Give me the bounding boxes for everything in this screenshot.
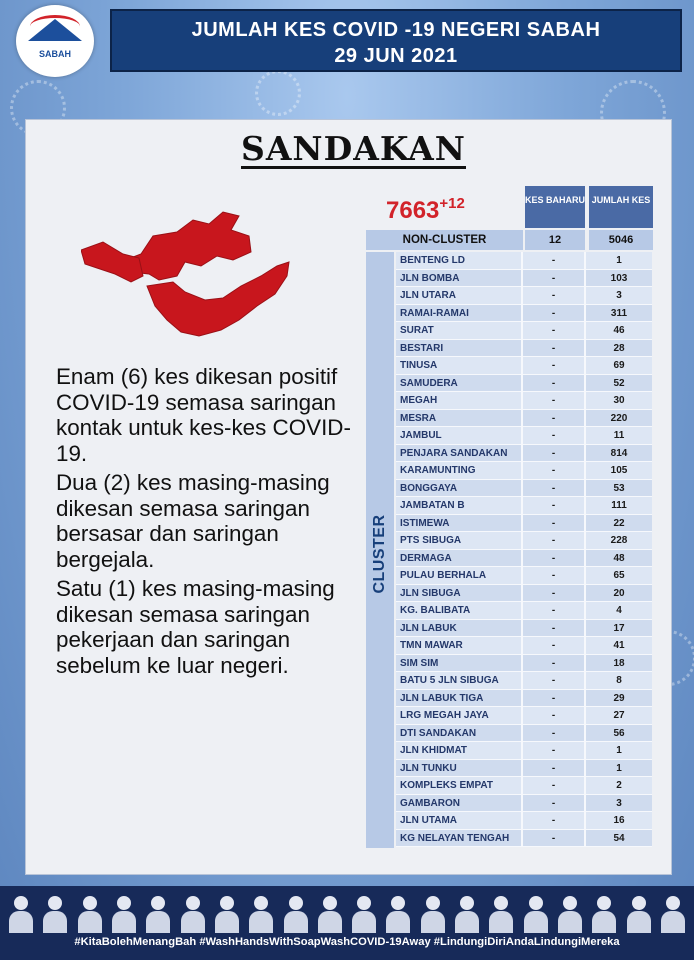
cluster-name: BENTENG LD: [396, 252, 523, 270]
table-row: [396, 252, 654, 270]
frontliner-icon: [248, 894, 274, 934]
cluster-total-cases: 18: [586, 655, 652, 673]
table-row: [396, 585, 654, 603]
cluster-total-cases: 220: [586, 410, 652, 428]
cluster-name: KARAMUNTING: [396, 462, 523, 480]
map-region-west: [81, 242, 143, 282]
frontliner-icon: [214, 894, 240, 934]
table-row: [396, 725, 654, 743]
frontliner-icon: [557, 894, 583, 934]
table-row: [396, 532, 654, 550]
table-row: [396, 392, 654, 410]
frontliner-icon: [385, 894, 411, 934]
cluster-total-cases: 103: [586, 270, 652, 288]
cluster-name: JLN LABUK: [396, 620, 523, 638]
cluster-new-cases: -: [523, 462, 586, 480]
frontliner-icon: [283, 894, 309, 934]
cluster-name: JLN BOMBA: [396, 270, 523, 288]
cluster-new-cases: -: [523, 742, 586, 760]
sandakan-map: [81, 202, 291, 352]
cluster-total-cases: 4: [586, 602, 652, 620]
cluster-name: DTI SANDAKAN: [396, 725, 523, 743]
total-count: 7663: [386, 197, 440, 224]
table-row: [396, 322, 654, 340]
table-row: [396, 305, 654, 323]
table-row: [396, 637, 654, 655]
frontliner-icon: [454, 894, 480, 934]
cluster-total-cases: 1: [586, 742, 652, 760]
cluster-total-cases: 65: [586, 567, 652, 585]
non-cluster-new: 12: [525, 230, 585, 250]
frontliner-icon: [523, 894, 549, 934]
cluster-new-cases: -: [523, 515, 586, 533]
content-panel: [25, 119, 672, 875]
frontliner-icon: [180, 894, 206, 934]
cluster-name: LRG MEGAH JAYA: [396, 707, 523, 725]
frontliner-icon: [591, 894, 617, 934]
cluster-total-cases: 41: [586, 637, 652, 655]
cluster-total-cases: 69: [586, 357, 652, 375]
table-row: [396, 287, 654, 305]
header-new-cases: KES BAHARU: [525, 186, 585, 228]
cluster-total-cases: 17: [586, 620, 652, 638]
cluster-new-cases: -: [523, 392, 586, 410]
frontliner-icon: [145, 894, 171, 934]
cluster-name: BONGGAYA: [396, 480, 523, 498]
cluster-new-cases: -: [523, 795, 586, 813]
cluster-name: JAMBATAN B: [396, 497, 523, 515]
cluster-new-cases: -: [523, 585, 586, 603]
cluster-total-cases: 30: [586, 392, 652, 410]
table-row: [396, 445, 654, 463]
title-banner: [110, 9, 682, 72]
total-cases: [386, 195, 465, 225]
table-row: [396, 742, 654, 760]
cluster-name: JLN UTAMA: [396, 812, 523, 830]
cluster-name: PENJARA SANDAKAN: [396, 445, 523, 463]
table-row: [396, 655, 654, 673]
table-row: [396, 567, 654, 585]
title-date: 29 JUN 2021: [334, 45, 458, 67]
cluster-new-cases: -: [523, 445, 586, 463]
cluster-name: PULAU BERHALA: [396, 567, 523, 585]
cluster-total-cases: 29: [586, 690, 652, 708]
table-row: [396, 690, 654, 708]
cluster-new-cases: -: [523, 305, 586, 323]
cluster-new-cases: -: [523, 725, 586, 743]
cluster-name: BATU 5 JLN SIBUGA: [396, 672, 523, 690]
virus-decoration: [255, 70, 301, 116]
frontliner-icon: [317, 894, 343, 934]
cluster-total-cases: 27: [586, 707, 652, 725]
table-row: [396, 357, 654, 375]
cluster-name: JAMBUL: [396, 427, 523, 445]
cluster-total-cases: 8: [586, 672, 652, 690]
narrative-paragraph: Enam (6) kes dikesan positif COVID-19 semasa saringan kontak untuk kes-kes COVID-19.: [56, 364, 351, 466]
narrative-paragraph: Dua (2) kes masing-masing dikesan semasa saringan bersasar dan saringan bergejala.: [56, 470, 330, 572]
cluster-name: SURAT: [396, 322, 523, 340]
cluster-total-cases: 2: [586, 777, 652, 795]
table-row: [396, 410, 654, 428]
cluster-new-cases: -: [523, 760, 586, 778]
cluster-new-cases: -: [523, 672, 586, 690]
cluster-total-cases: 54: [586, 830, 652, 848]
case-narrative: [56, 364, 356, 682]
cluster-new-cases: -: [523, 270, 586, 288]
cluster-total-cases: 3: [586, 795, 652, 813]
cluster-name: JLN LABUK TIGA: [396, 690, 523, 708]
cluster-label: CLUSTER: [371, 514, 388, 594]
cluster-new-cases: -: [523, 777, 586, 795]
cluster-name: TMN MAWAR: [396, 637, 523, 655]
table-row: [396, 427, 654, 445]
cluster-new-cases: -: [523, 322, 586, 340]
frontliner-icon: [660, 894, 686, 934]
cluster-new-cases: -: [523, 410, 586, 428]
cluster-name: GAMBARON: [396, 795, 523, 813]
cluster-new-cases: -: [523, 655, 586, 673]
footer-banner: [0, 886, 694, 960]
cluster-name: KG NELAYAN TENGAH: [396, 830, 523, 848]
cluster-total-cases: 3: [586, 287, 652, 305]
table-row: [396, 602, 654, 620]
cluster-total-cases: 111: [586, 497, 652, 515]
frontliner-icon: [626, 894, 652, 934]
cluster-new-cases: -: [523, 602, 586, 620]
frontliner-icon: [351, 894, 377, 934]
cluster-total-cases: 22: [586, 515, 652, 533]
cluster-name: MESRA: [396, 410, 523, 428]
table-row: [396, 795, 654, 813]
frontliner-icon: [42, 894, 68, 934]
cluster-total-cases: 228: [586, 532, 652, 550]
cluster-total-cases: 11: [586, 427, 652, 445]
table-row: [396, 777, 654, 795]
table-row: [396, 812, 654, 830]
table-row: [396, 497, 654, 515]
logo-text: SABAH: [38, 49, 71, 59]
cluster-total-cases: 105: [586, 462, 652, 480]
title-line-1: JUMLAH KES COVID -19 NEGERI SABAH: [191, 19, 601, 41]
cluster-total-cases: 53: [586, 480, 652, 498]
cluster-name: BESTARI: [396, 340, 523, 358]
cluster-new-cases: -: [523, 357, 586, 375]
table-row: [396, 515, 654, 533]
frontliner-icon: [488, 894, 514, 934]
narrative-paragraph: Satu (1) kes masing-masing dikesan semasa saringan pekerjaan dan saringan sebelum ke luar negeri.: [56, 576, 335, 678]
cluster-total-cases: 311: [586, 305, 652, 323]
non-cluster-total: 5046: [589, 230, 653, 250]
cluster-new-cases: -: [523, 252, 586, 270]
frontliner-icon: [111, 894, 137, 934]
table-row: [396, 672, 654, 690]
cluster-new-cases: -: [523, 620, 586, 638]
cluster-name: DERMAGA: [396, 550, 523, 568]
cluster-total-cases: 1: [586, 252, 652, 270]
sabah-logo: [16, 5, 94, 77]
cluster-name: JLN SIBUGA: [396, 585, 523, 603]
cluster-new-cases: -: [523, 637, 586, 655]
cluster-new-cases: -: [523, 340, 586, 358]
cluster-new-cases: -: [523, 480, 586, 498]
cluster-new-cases: -: [523, 497, 586, 515]
district-name: SANDAKAN: [241, 129, 466, 168]
table-row: [396, 462, 654, 480]
cluster-name: TINUSA: [396, 357, 523, 375]
table-row: [396, 480, 654, 498]
hashtags: #KitaBolehMenangBah #WashHandsWithSoapWashCOVID-19Away #LindungiDiriAndaLindungiMereka: [74, 936, 620, 948]
cluster-total-cases: 814: [586, 445, 652, 463]
new-cases-increase: +12: [439, 195, 465, 212]
cluster-total-cases: 46: [586, 322, 652, 340]
cluster-new-cases: -: [523, 830, 586, 848]
cluster-name: PTS SIBUGA: [396, 532, 523, 550]
cluster-new-cases: -: [523, 707, 586, 725]
frontliner-icon: [420, 894, 446, 934]
cluster-name: MEGAH: [396, 392, 523, 410]
cluster-name: JLN UTARA: [396, 287, 523, 305]
cluster-name: RAMAI-RAMAI: [396, 305, 523, 323]
cluster-total-cases: 1: [586, 760, 652, 778]
table-row: [396, 340, 654, 358]
cluster-name: KOMPLEKS EMPAT: [396, 777, 523, 795]
cluster-new-cases: -: [523, 812, 586, 830]
map-region-north: [125, 212, 251, 280]
cluster-new-cases: -: [523, 287, 586, 305]
frontliner-icon: [8, 894, 34, 934]
frontliner-icon: [77, 894, 103, 934]
cluster-total-cases: 52: [586, 375, 652, 393]
cluster-new-cases: -: [523, 427, 586, 445]
header-total-cases: JUMLAH KES: [589, 186, 653, 228]
table-row: [396, 760, 654, 778]
cluster-name: SIM SIM: [396, 655, 523, 673]
cluster-total-cases: 20: [586, 585, 652, 603]
table-row: [396, 375, 654, 393]
cluster-name: KG. BALIBATA: [396, 602, 523, 620]
cluster-name: SAMUDERA: [396, 375, 523, 393]
cluster-name: ISTIMEWA: [396, 515, 523, 533]
table-row: [396, 270, 654, 288]
table-row: [396, 620, 654, 638]
cluster-label-column: [366, 252, 394, 848]
cluster-new-cases: -: [523, 532, 586, 550]
table-row: [396, 707, 654, 725]
cluster-total-cases: 16: [586, 812, 652, 830]
frontliner-illustrations: [8, 894, 686, 934]
cluster-name: JLN KHIDMAT: [396, 742, 523, 760]
cluster-new-cases: -: [523, 375, 586, 393]
cluster-new-cases: -: [523, 690, 586, 708]
table-row: [396, 550, 654, 568]
cluster-new-cases: -: [523, 567, 586, 585]
cluster-total-cases: 28: [586, 340, 652, 358]
cluster-total-cases: 48: [586, 550, 652, 568]
cluster-name: JLN TUNKU: [396, 760, 523, 778]
cluster-total-cases: 56: [586, 725, 652, 743]
cluster-new-cases: -: [523, 550, 586, 568]
table-row: [396, 830, 654, 848]
cluster-table: [396, 252, 654, 847]
non-cluster-label: NON-CLUSTER: [366, 230, 523, 250]
